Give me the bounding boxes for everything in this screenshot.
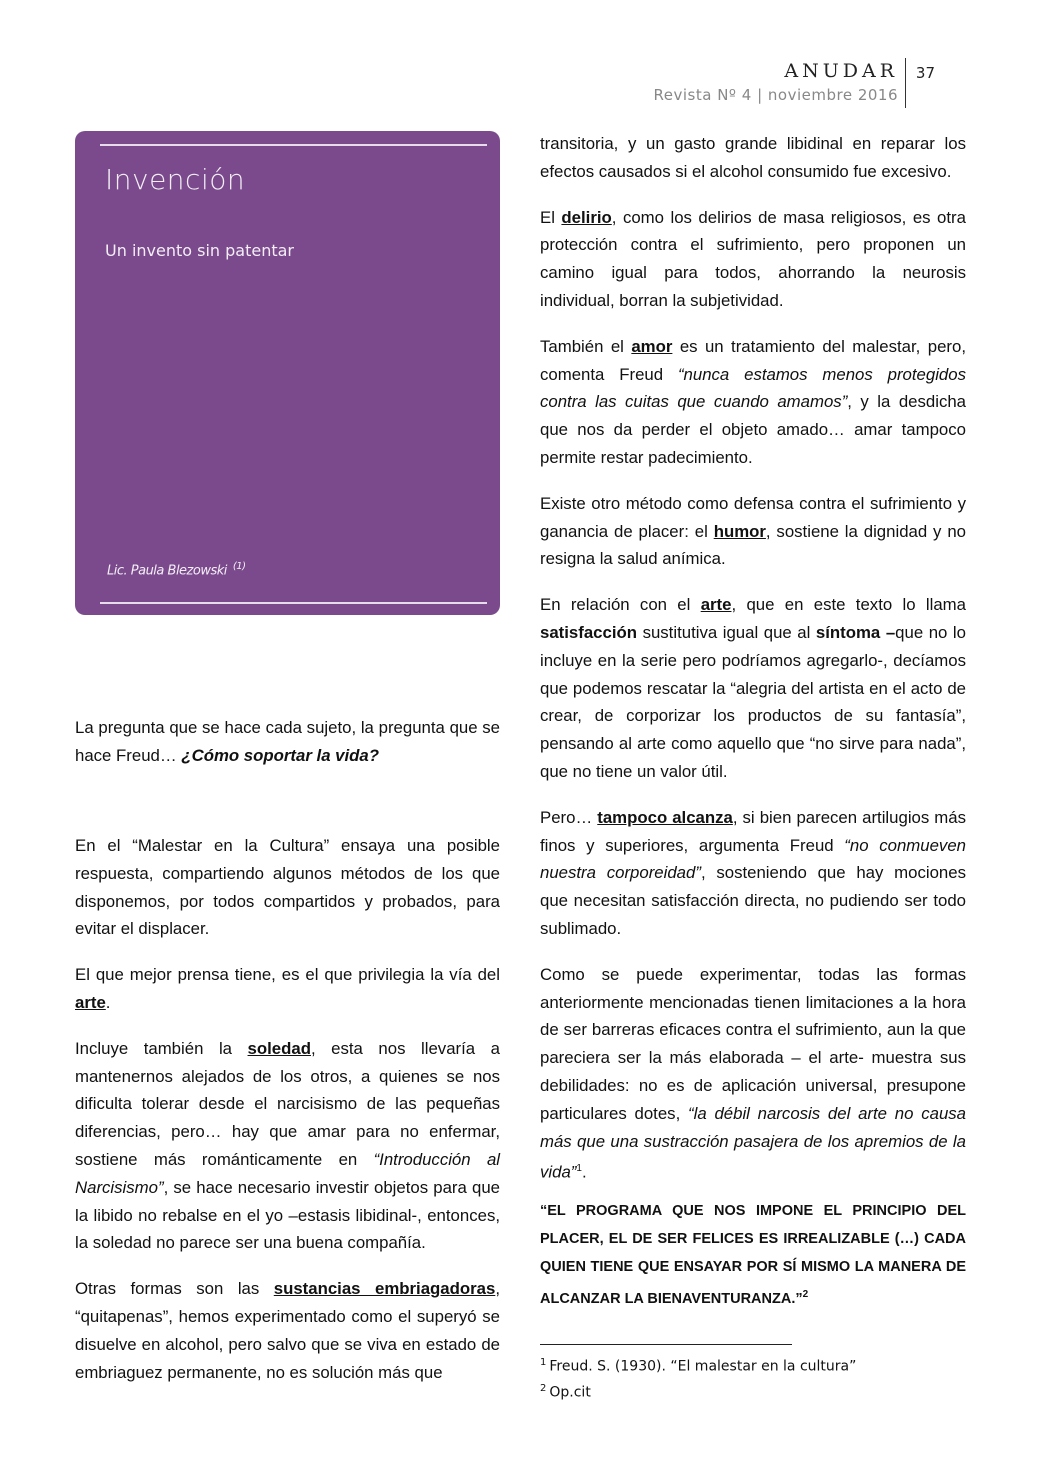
- paragraph-text: que no lo incluye en la serie pero podríamos agregarlo-, decíamos que podemos rescatar la “alegria del artista en el acto de crear, de corporizar los productos de su fantasía”, pensando al arte como aquello que “no sirve para nada”, que no tiene un valor útil.: [540, 622, 966, 781]
- pull-quote: [540, 1197, 966, 1313]
- footnote-ref[interactable]: 1: [576, 1163, 582, 1175]
- footnote: [540, 1352, 856, 1378]
- header-divider: [905, 58, 907, 108]
- paragraph-text: .: [581, 1162, 587, 1182]
- left-column-intro: [75, 714, 500, 788]
- footnote-number: 2: [540, 1382, 547, 1394]
- magazine-brand: ANUDAR: [784, 60, 898, 82]
- paragraph: [75, 1275, 500, 1386]
- key-term: humor: [713, 521, 766, 541]
- paragraph-text: .: [105, 992, 111, 1012]
- freud-quote: “la débil narcosis del arte no causa más que una sustracción pasajera de los apremios de la vida”: [540, 1103, 967, 1182]
- paragraph-text: También el: [540, 336, 632, 356]
- author-footnote-ref: (1): [232, 561, 246, 572]
- page-number: 37: [915, 64, 935, 82]
- paragraph-text: Existe otro método como defensa contra el sufrimiento y ganancia de placer: el: [540, 493, 966, 541]
- paragraph-text: El que mejor prensa tiene, es el que privilegia la vía del: [75, 965, 500, 985]
- paragraph-text: sustitutiva igual que al: [637, 622, 816, 642]
- freud-quote: “nunca estamos menos protegidos contra las cuitas que cuando amamos”: [540, 364, 966, 412]
- paragraph: [540, 333, 966, 472]
- footnotes: [540, 1352, 856, 1403]
- article-author: [107, 561, 246, 578]
- paragraph: [75, 714, 500, 770]
- paragraph-text: , como los delirios de masa religiosos, es otra protección contra el sufrimiento, pero proponen un camino igual para todos, ahorrando la neurosis individual, borran la subjetividad.: [540, 207, 966, 310]
- paragraph-text: Pero…: [540, 807, 598, 827]
- paragraph: transitoria, y un gasto grande libidinal en reparar los efectos causados si el alcohol consumido fue excesivo.: [540, 134, 966, 181]
- left-column: [75, 832, 500, 1404]
- author-name: Lic. Paula Blezowski: [107, 563, 227, 579]
- paragraph-text: , sosteniendo que hay mociones que necesitan satisfacción directa, no pudiendo ser todo sublimado.: [540, 863, 966, 938]
- article-title-card: [75, 131, 500, 615]
- paragraph-text: es un tratamiento del malestar, pero, comenta Freud: [540, 336, 966, 384]
- paragraph-text: , se hace necesario investir objetos para que la libido no rebalse en el yo –estasis libidinal-, entonces, la soledad no parece ser una buena compañía.: [75, 1177, 500, 1253]
- key-term: delirio: [561, 207, 612, 227]
- key-term: soledad: [247, 1038, 311, 1058]
- paragraph-text: , “quitapenas”, hemos experimentado como el superyó se disuelve en alcohol, pero salvo que se viva en estado de embriaguez permanente, no es solución más que: [75, 1279, 500, 1382]
- key-term: amor: [631, 336, 673, 356]
- paragraph: En el “Malestar en la Cultura” ensaya una posible respuesta, compartiendo algunos métodos de los que disponemos, por todos compartidos y probados, para evitar el displacer.: [75, 836, 500, 939]
- title-card-top-rule: [100, 144, 487, 146]
- paragraph: [540, 204, 966, 315]
- bold-term: síntoma –: [815, 622, 896, 642]
- quoted-title: “Introducción al Narcisismo”: [75, 1149, 501, 1197]
- paragraph-text: Otras formas son las: [75, 1279, 274, 1299]
- paragraph-text: , si bien parecen artilugios más finos y superiores, argumenta Freud: [540, 807, 966, 855]
- paragraph-text: , que en este texto lo llama: [731, 595, 966, 615]
- paragraph-text: El: [540, 207, 562, 227]
- article-subtitle: Un invento sin patentar: [105, 241, 295, 260]
- paragraph: [540, 804, 966, 943]
- footnote-separator: [540, 1344, 792, 1345]
- paragraph-text: , esta nos llevaría a mantenernos alejados de los otros, a quienes se nos dificulta tolerar desde el narcisismo de las pequeñas diferencias, pero… hay que amar para no enfermar, sostiene más románticamente en: [75, 1038, 500, 1169]
- paragraph-text: Incluye también la: [75, 1038, 248, 1058]
- paragraph: [75, 961, 500, 1017]
- bold-term: satisfacción: [540, 622, 638, 642]
- key-term: arte: [700, 595, 732, 615]
- paragraph: [75, 1035, 500, 1257]
- paragraph: [540, 591, 966, 786]
- title-card-bottom-rule: [100, 602, 487, 604]
- footnote-text: Freud. S. (1930). “El malestar en la cultura”: [549, 1358, 857, 1375]
- paragraph: [540, 490, 966, 573]
- key-term: arte: [75, 992, 106, 1012]
- key-term: sustancias embriagadoras: [273, 1279, 496, 1299]
- pull-quote-text: “EL PROGRAMA QUE NOS IMPONE EL PRINCIPIO DEL PLACER, EL DE SER FELICES ES IRREALIZABLE (…) CADA QUIEN TIENE QUE ENSAYAR POR SÍ MISMO LA MANERA DE ALCANZAR LA BIENAVENTURANZA.”: [540, 1203, 966, 1307]
- footnote-ref[interactable]: 2: [802, 1289, 809, 1300]
- footnote-number: 1: [540, 1357, 547, 1368]
- key-question: ¿Cómo soportar la vida?: [181, 745, 380, 765]
- key-term: tampoco alcanza: [597, 807, 733, 827]
- paragraph-text: , y la desdicha que nos da perder el objeto amado… amar tampoco permite restar padecimiento.: [540, 392, 967, 467]
- paragraph-text: En relación con el: [540, 595, 701, 615]
- footnote-text: Op.cit: [549, 1384, 591, 1401]
- article-title: Invención: [105, 163, 246, 196]
- paragraph-text: La pregunta que se hace cada sujeto, la pregunta que se hace Freud…: [75, 718, 500, 765]
- footnote: [540, 1378, 856, 1404]
- right-column: [540, 130, 966, 1205]
- issue-info: Revista Nº 4 | noviembre 2016: [653, 86, 898, 104]
- freud-quote: “no conmueven nuestra corporeidad”: [540, 835, 966, 883]
- paragraph-text: Como se puede experimentar, todas las formas anteriormente mencionadas tienen limitaciones a la hora de ser barreras eficaces contra el sufrimiento, aun la que pareciera ser la más elaborada – el arte- muestra sus debilidades: no es de aplicación universal, presupone particulares dotes,: [540, 964, 966, 1123]
- paragraph-text: , sostiene la dignidad y no resigna la salud anímica.: [540, 521, 966, 569]
- page-header: [650, 60, 970, 110]
- paragraph: [540, 961, 966, 1187]
